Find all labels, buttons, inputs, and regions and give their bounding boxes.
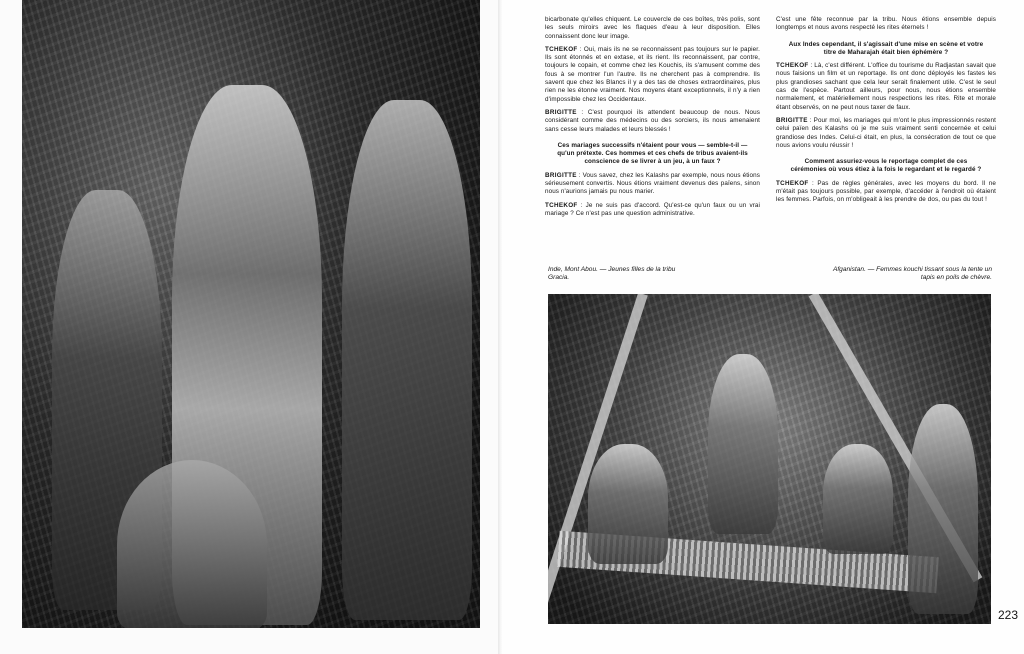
photo-caption-afghanistan: Afganistan. — Femmes kouchi tissant sous la tente un tapis en poils de chèvre.	[832, 266, 992, 282]
speaker-name: TCHEKOF	[545, 201, 578, 209]
paragraph-text: : Je ne suis pas d'accord. Qu'est-ce qu'un faux ou un vrai mariage ? Ce n'est pas une question administrative.	[545, 201, 760, 217]
page-number: 223	[998, 608, 1019, 622]
speaker-name: TCHEKOF	[776, 179, 809, 187]
photo-figure	[908, 404, 978, 614]
speaker-name: TCHEKOF	[776, 62, 809, 70]
photo-figure	[588, 444, 668, 564]
photo-kouchi-weaving	[548, 294, 991, 624]
paragraph-text: : Oui, mais ils ne se reconnaissent pas toujours sur le papier. Ils sont étonnés et en extase, et ils rient. Ils reconnaissent, par contre, toujours le copain, et comme chez les Kouchis, ils s'amusent comme des fous à se montrer l'un l'autre. Ils ne cherchent pas à comprendre. Ils savent que chez les Blancs il y a des tas de choses extraordinaires, plus rien ne les étonne vraiment. Nos moyens étant exceptionnels, il n'y a rien d'impossible chez les Occidentaux.	[545, 45, 760, 103]
photo-figure	[823, 444, 893, 554]
paragraph-text: : C'est pourquoi ils attendent beaucoup de nous. Nous considérant comme des médecins ou des sorciers, ils nous amenaient sans cesse leurs malades et leurs blessés !	[545, 108, 760, 133]
left-page	[0, 0, 502, 654]
paragraph-text: Comment assuriez-vous le reportage complet de ces cérémonies où vous étiez à la fois le regardant et le regardé ?	[790, 158, 982, 174]
paragraph-text: : Là, c'est différent. L'office du tourisme du Radjastan savait que nous faisions un film et un reportage. Ils ont donc déployés les fastes les plus grandioses sachant que cela leur serait finalement utile. C'est le seul cas de l'espèce. Partout ailleurs, pour nous, nous étions ensemble normalement, et matériellement nous respections les rites. Rite et morale étant observés, on ne peut nous taxer de faux.	[776, 62, 996, 111]
interview-paragraph	[776, 117, 996, 150]
interview-question	[788, 158, 984, 175]
photo-figure	[708, 354, 778, 534]
paragraph-text: Ces mariages successifs n'étaient pour vous — semble-t-il — qu'un prétexte. Ces hommes et ces chefs de tribus avaient-ils conscience de se livrer à un jeu, à un faux ?	[557, 141, 748, 166]
interview-paragraph	[545, 16, 760, 41]
interview-paragraph	[545, 109, 760, 134]
interview-question	[557, 142, 748, 167]
paragraph-text: Aux Indes cependant, il s'agissait d'une mise en scène et votre titre de Maharajah était bien éphémère ?	[788, 40, 984, 56]
paragraph-text: : Vous savez, chez les Kalashs par exemple, nous nous étions sérieusement convertis. Nous étions vraiment devenus des païens, sinon nous n'aurions jamais pu nous marier.	[545, 171, 760, 196]
speaker-name: BRIGITTE	[545, 171, 577, 179]
interview-paragraph	[776, 16, 996, 33]
paragraph-text: : Pas de règles générales, avec les moyens du bord. Il ne m'était pas toujours possible, par exemple, d'accéder à l'endroit où étaient les femmes. Parfois, on m'obligeait à les prendre de dos, ou pas du tout !	[776, 179, 996, 204]
interview-paragraph	[545, 172, 760, 197]
interview-paragraph	[776, 180, 996, 205]
speaker-name: BRIGITTE	[776, 116, 808, 124]
text-column-left	[545, 16, 760, 223]
text-column-right	[776, 16, 996, 210]
interview-paragraph	[545, 202, 760, 219]
speaker-name: BRIGITTE	[545, 108, 577, 116]
photo-women-abu	[22, 0, 480, 628]
interview-paragraph	[776, 62, 996, 112]
speaker-name: TCHEKOF	[545, 45, 578, 53]
photo-figure	[342, 100, 472, 620]
photo-caption-india: Inde, Mont Abou. — Jeunes filles de la tribu Gracia.	[548, 266, 676, 282]
interview-paragraph	[545, 46, 760, 104]
paragraph-text: bicarbonate qu'elles chiquent. Le couvercle de ces boîtes, très polis, sont les seuls miroirs avec les flaques d'eau à leur disposition. Elles connaissent donc leur image.	[545, 16, 760, 40]
paragraph-text: C'est une fête reconnue par la tribu. Nous étions ensemble depuis longtemps et nous avons respecté les rites éternels !	[776, 16, 996, 32]
interview-question	[788, 41, 984, 58]
photo-figure	[117, 460, 267, 628]
paragraph-text: : Pour moi, les mariages qui m'ont le plus impressionnés restent celui païen des Kalashs où je me suis vraiment senti concernée et celui grandiose des Indes. Celui-ci était, en plus, la consécration de tout ce que nous avions voulu réussir !	[776, 116, 996, 149]
